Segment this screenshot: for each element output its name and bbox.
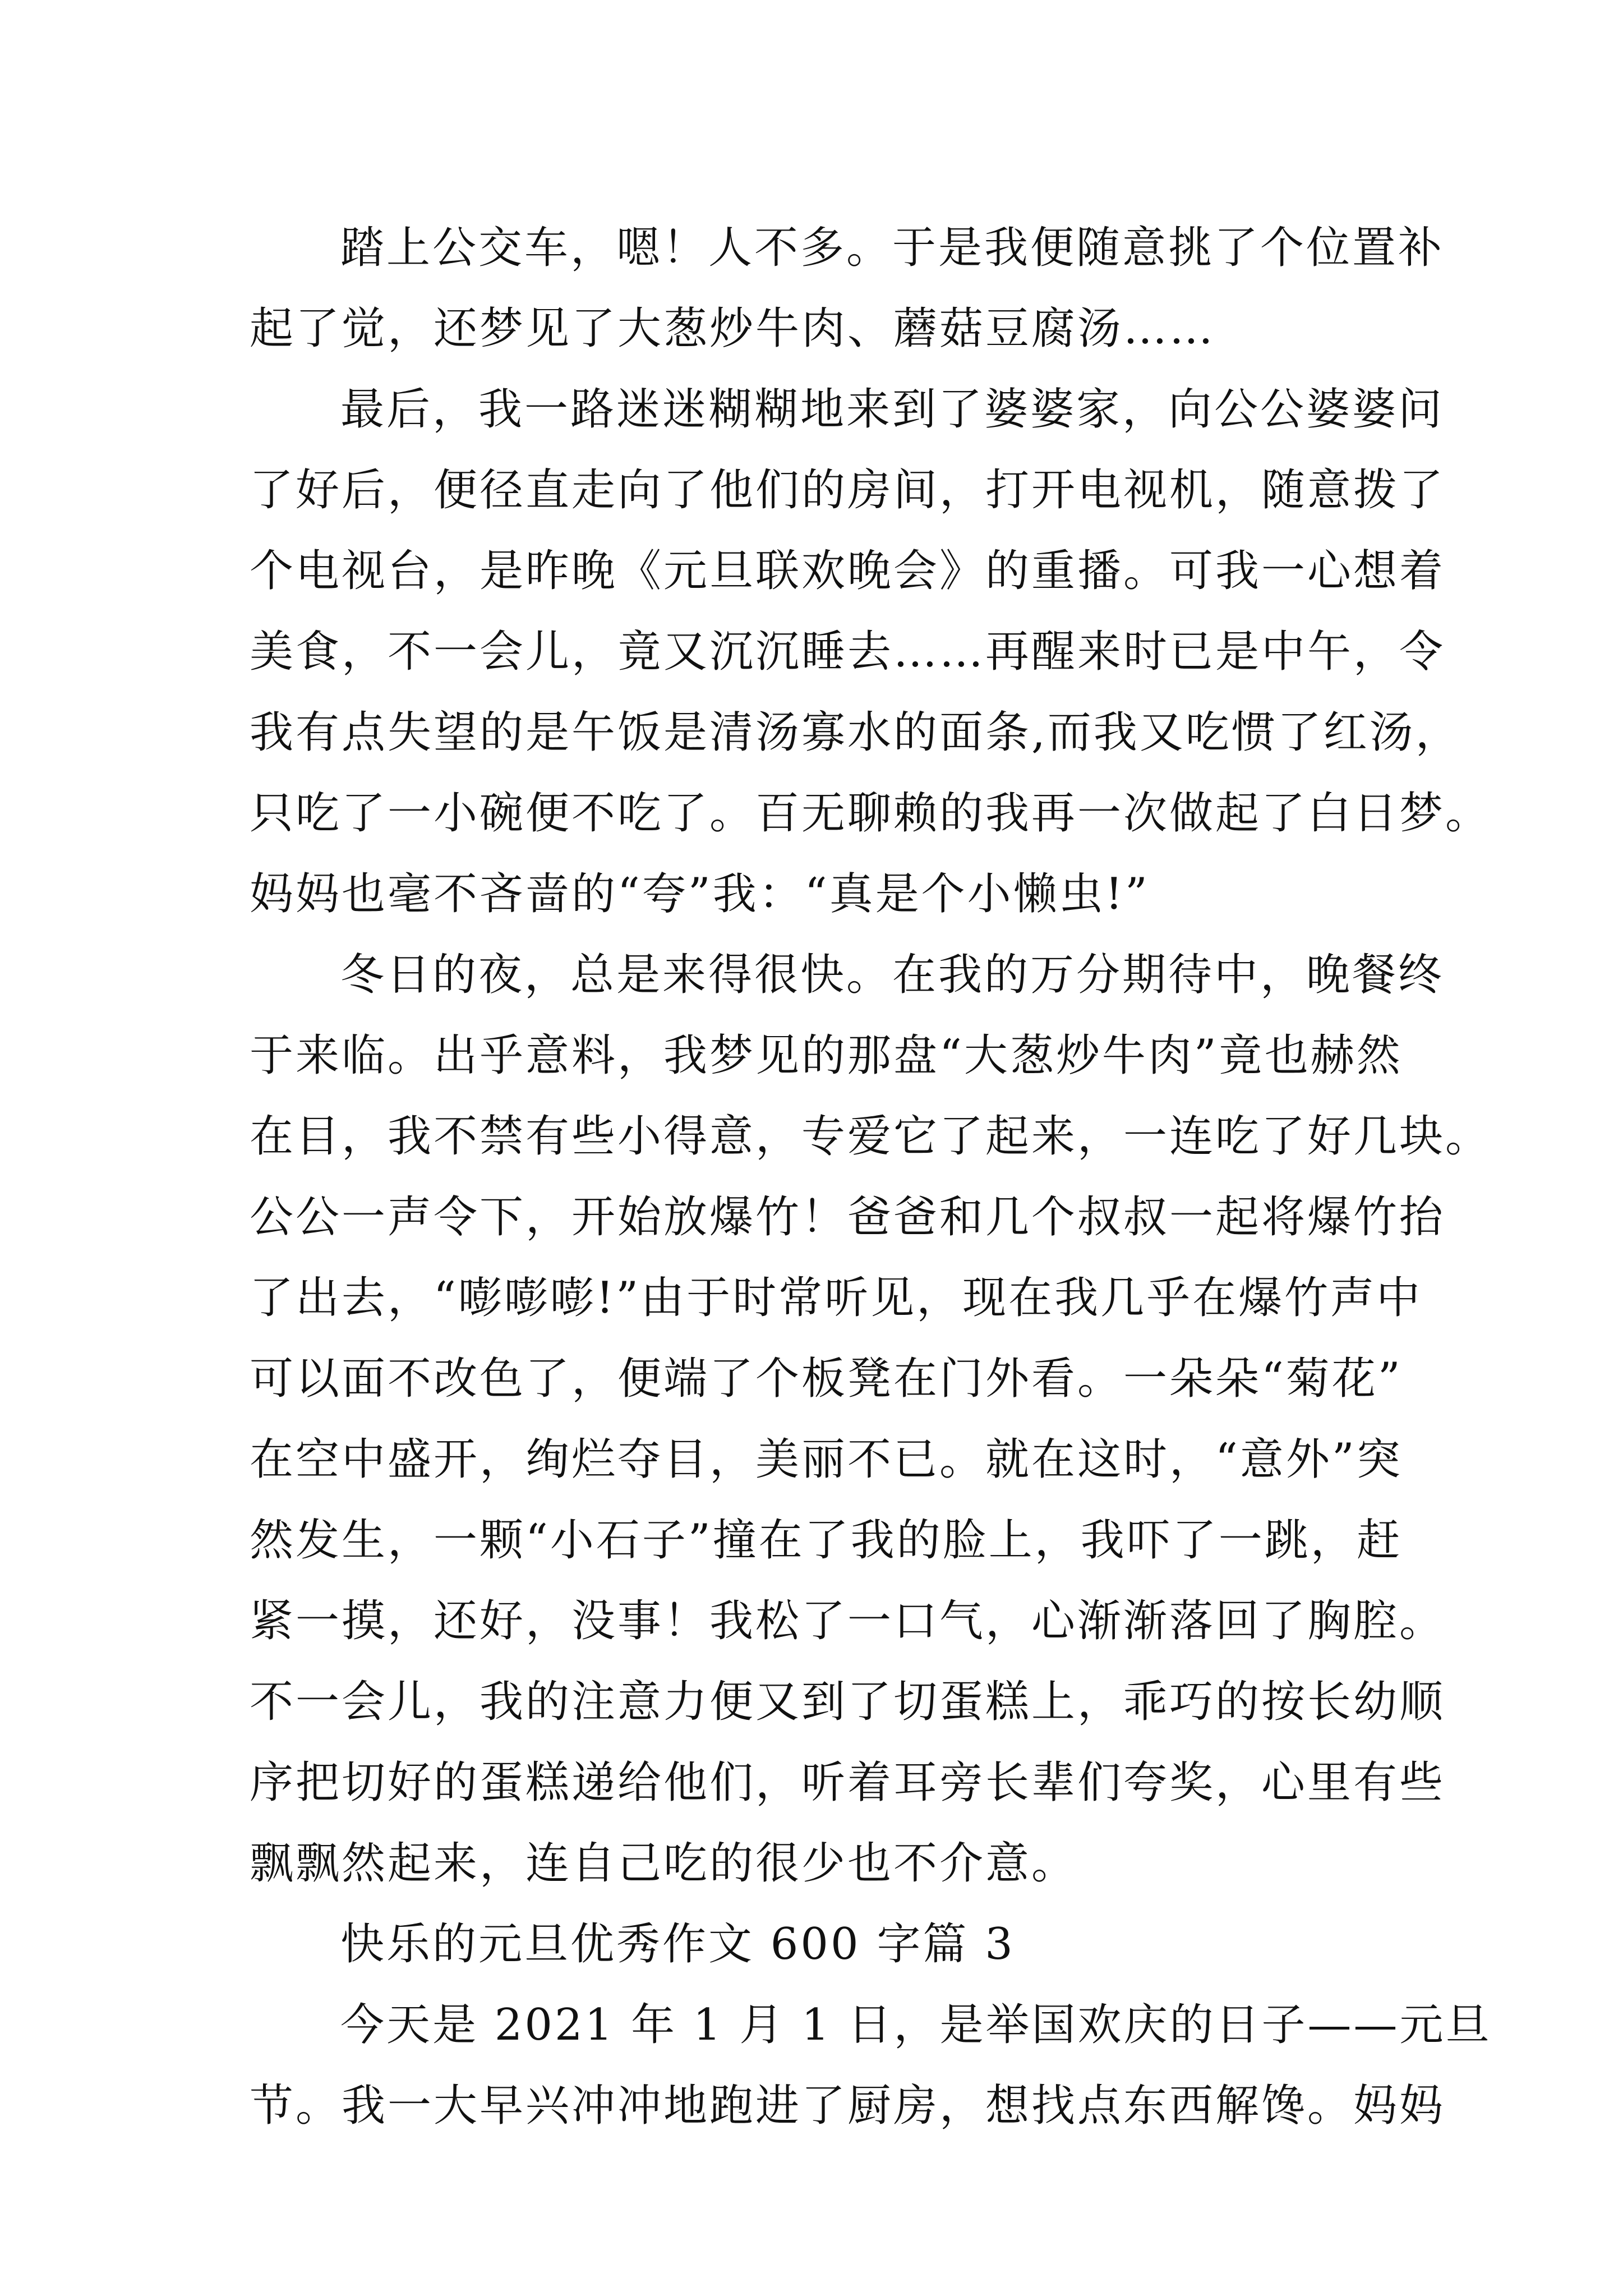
text-line: 可以面不改色了，便端了个板凳在门外看。一朵朵“菊花” <box>250 1354 1403 1404</box>
section-heading: 快乐的元旦优秀作文 600 字篇 3 <box>340 1919 1015 1970</box>
text-line: 只吃了一小碗便不吃了。百无聊赖的我再一次做起了白日梦。 <box>250 788 1492 839</box>
text-line: 序把切好的蛋糕递给他们，听着耳旁长辈们夸奖，心里有些 <box>250 1757 1446 1808</box>
body-text <box>250 208 1492 2146</box>
text-line: 节。我一大早兴冲冲地跑进了厨房，想找点东西解馋。妈妈 <box>250 2081 1446 2131</box>
text-line: 妈妈也毫不吝啬的“夸”我：“真是个小懒虫!” <box>250 869 1150 919</box>
text-line: 个电视台，是昨晚《元旦联欢晚会》的重播。可我一心想着 <box>250 546 1446 596</box>
text-line: 冬日的夜，总是来得很快。在我的万分期待中，晚餐终 <box>340 950 1445 1000</box>
text-line: 在目，我不禁有些小得意，专爱它了起来，一连吃了好几块。 <box>250 1111 1492 1162</box>
text-line: 我有点失望的是午饭是清汤寡水的面条,而我又吃惯了红汤， <box>250 707 1461 758</box>
text-line: 在空中盛开，绚烂夺目，美丽不已。就在这时，“意外”突 <box>250 1434 1403 1485</box>
text-line: 不一会儿，我的注意力便又到了切蛋糕上，乖巧的按长幼顺 <box>250 1677 1446 1727</box>
text-line: 最后，我一路迷迷糊糊地来到了婆婆家，向公公婆婆问 <box>340 384 1445 435</box>
text-line: 了好后，便径直走向了他们的房间，打开电视机，随意拨了 <box>250 465 1446 516</box>
text-line: 然发生，一颗“小石子”撞在了我的脸上，我吓了一跳，赶 <box>250 1515 1403 1566</box>
text-line: 公公一声令下，开始放爆竹！爸爸和几个叔叔一起将爆竹抬 <box>250 1192 1446 1243</box>
text-line: 美食，不一会儿，竟又沉沉睡去……再醒来时已是中午，令 <box>250 627 1446 677</box>
text-line: 今天是 2021 年 1 月 1 日，是举国欢庆的日子——元旦 <box>340 2000 1492 2050</box>
text-line: 飘飘然起来，连自己吃的很少也不介意。 <box>250 1838 1078 1889</box>
text-line: 于来临。出乎意料，我梦见的那盘“大葱炒牛肉”竟也赫然 <box>250 1030 1403 1081</box>
text-line: 了出去，“嘭嘭嘭!”由于时常听见，现在我几乎在爆竹声中 <box>250 1273 1423 1323</box>
text-line: 紧一摸，还好，没事！我松了一口气，心渐渐落回了胸腔。 <box>250 1596 1446 1646</box>
text-line: 起了觉，还梦见了大葱炒牛肉、蘑菇豆腐汤…… <box>250 303 1216 354</box>
text-line: 踏上公交车，嗯！人不多。于是我便随意挑了个位置补 <box>340 223 1445 273</box>
